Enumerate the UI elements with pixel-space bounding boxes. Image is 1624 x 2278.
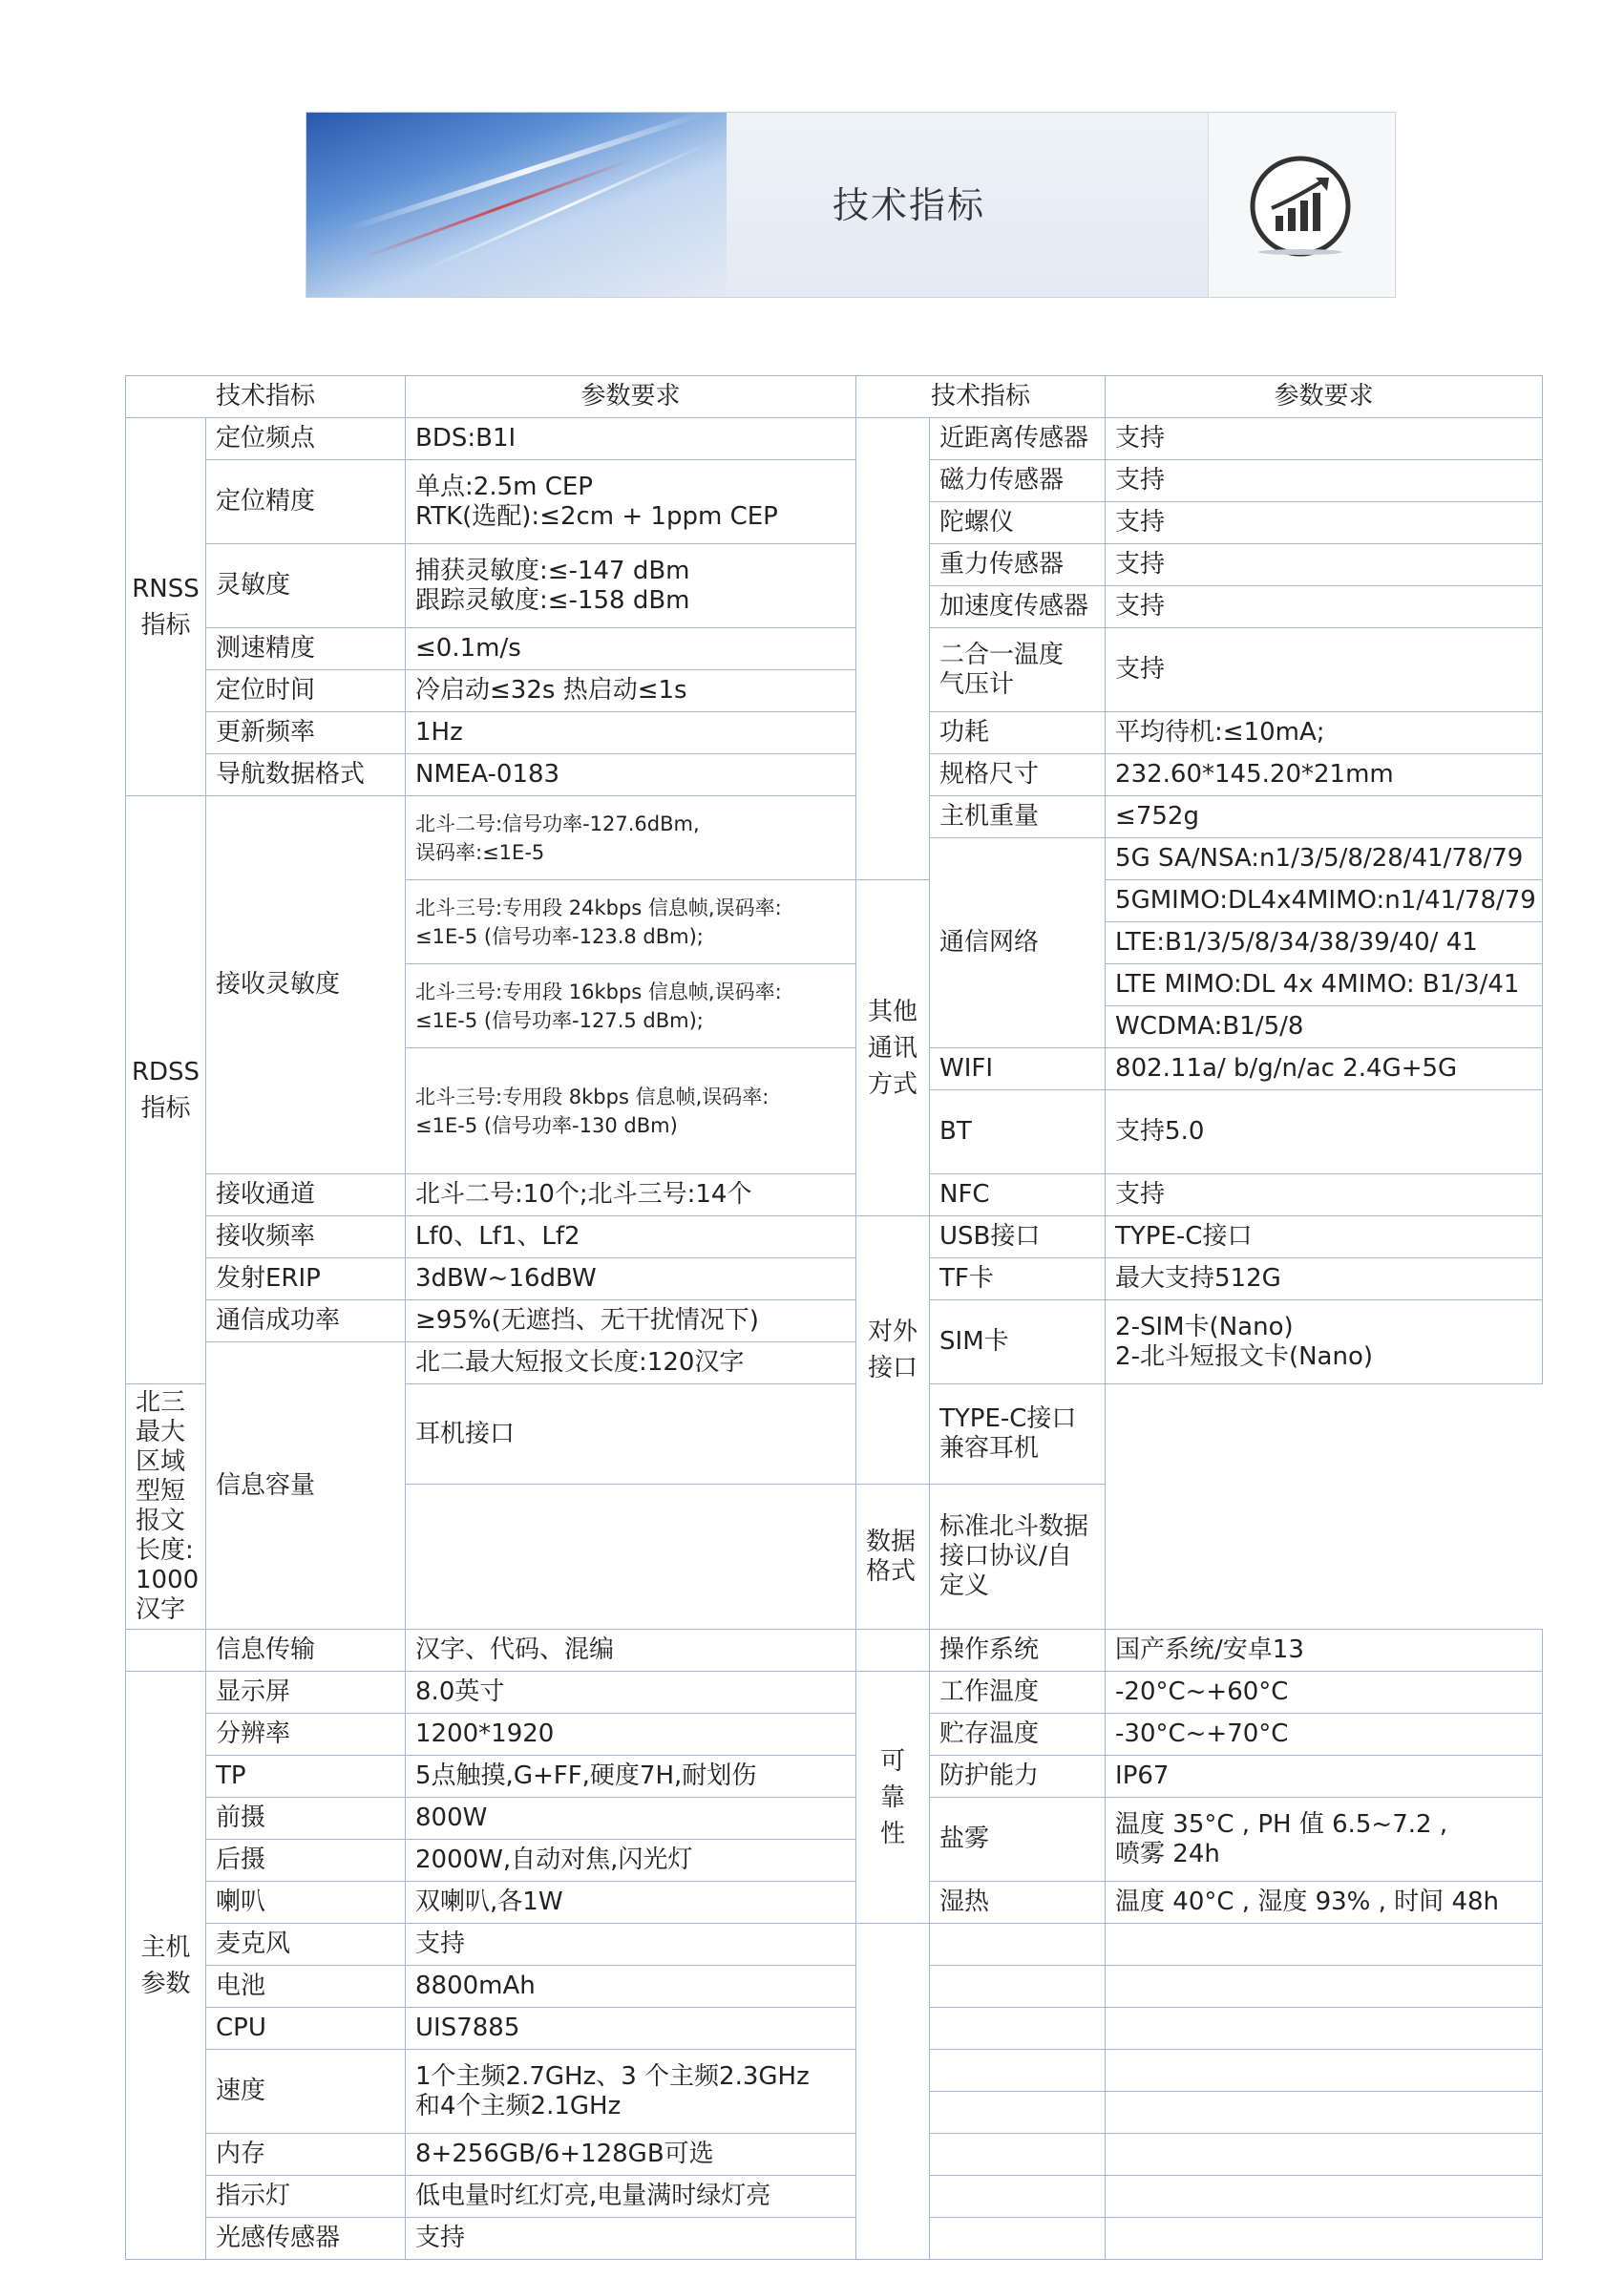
row-value: 5GMIMO:DL4x4MIMO:n1/41/78/79 bbox=[1106, 880, 1543, 922]
cell-blank bbox=[1106, 2176, 1543, 2218]
row-label: 盐雾 bbox=[930, 1798, 1106, 1882]
row-value: UIS7885 bbox=[406, 2008, 856, 2050]
table-row bbox=[126, 796, 1543, 838]
table-row bbox=[126, 2218, 1543, 2260]
row-label: TF卡 bbox=[930, 1258, 1106, 1300]
row-label: 喇叭 bbox=[206, 1882, 406, 1924]
row-label: 前摄 bbox=[206, 1798, 406, 1840]
row-label: 通信网络 bbox=[930, 838, 1106, 1048]
table-row bbox=[126, 418, 1543, 460]
row-value: 双喇叭,各1W bbox=[406, 1882, 856, 1924]
group-comm: 其他 通讯 方式 bbox=[856, 880, 930, 1216]
row-value: 温度 35°C , PH 值 6.5~7.2 , 喷雾 24h bbox=[1106, 1798, 1543, 1882]
row-label: 工作温度 bbox=[930, 1672, 1106, 1714]
table-row bbox=[126, 712, 1543, 754]
row-value: ≥95%(无遮挡、无干扰情况下) bbox=[406, 1300, 856, 1342]
row-label: NFC bbox=[930, 1174, 1106, 1216]
row-value: 5G SA/NSA:n1/3/5/8/28/41/78/79 bbox=[1106, 838, 1543, 880]
table-row bbox=[126, 1300, 1543, 1342]
table-row bbox=[126, 1924, 1543, 1966]
row-value: 支持 bbox=[1106, 502, 1543, 544]
row-value: LTE:B1/3/5/8/34/38/39/40/ 41 bbox=[1106, 922, 1543, 964]
row-label: 接收频率 bbox=[206, 1216, 406, 1258]
row-value: 1个主频2.7GHz、3 个主频2.3GHz 和4个主频2.1GHz bbox=[406, 2050, 856, 2134]
row-value: 支持 bbox=[1106, 628, 1543, 712]
row-label: 湿热 bbox=[930, 1882, 1106, 1924]
table-row bbox=[126, 1630, 1543, 1672]
row-label: 信息容量 bbox=[206, 1342, 406, 1630]
row-value: 北三最大区域型短报文长度: 1000汉字 bbox=[126, 1384, 206, 1630]
row-label: 重力传感器 bbox=[930, 544, 1106, 586]
row-label: 显示屏 bbox=[206, 1672, 406, 1714]
row-label: 数据格式 bbox=[856, 1485, 930, 1630]
page-title: 技术指标 bbox=[832, 184, 985, 226]
cell-blank bbox=[1106, 2050, 1543, 2092]
group-blank bbox=[856, 418, 930, 880]
header-left-param: 参数要求 bbox=[406, 376, 856, 418]
row-label: 耳机接口 bbox=[406, 1384, 856, 1485]
row-value: -20°C~+60°C bbox=[1106, 1672, 1543, 1714]
row-label: WIFI bbox=[930, 1048, 1106, 1090]
row-value: WCDMA:B1/5/8 bbox=[1106, 1006, 1543, 1048]
row-label: 速度 bbox=[206, 2050, 406, 2134]
row-label: 二合一温度 气压计 bbox=[930, 628, 1106, 712]
row-value: 北斗三号:专用段 16kbps 信息帧,误码率: ≤1E-5 (信号功率-127.5 dBm); bbox=[406, 964, 856, 1048]
cell-blank bbox=[930, 2218, 1106, 2260]
row-value: 800W bbox=[406, 1798, 856, 1840]
cell-blank bbox=[1106, 2134, 1543, 2176]
row-label: 接收通道 bbox=[206, 1174, 406, 1216]
row-value: 2-SIM卡(Nano) 2-北斗短报文卡(Nano) bbox=[1106, 1300, 1543, 1384]
table-row bbox=[126, 2176, 1543, 2218]
header-right-param: 参数要求 bbox=[1106, 376, 1543, 418]
row-value: 支持 bbox=[1106, 1174, 1543, 1216]
row-label: 指示灯 bbox=[206, 2176, 406, 2218]
row-value: 捕获灵敏度:≤-147 dBm 跟踪灵敏度:≤-158 dBm bbox=[406, 544, 856, 628]
row-label: 功耗 bbox=[930, 712, 1106, 754]
row-value: 北斗二号:10个;北斗三号:14个 bbox=[406, 1174, 856, 1216]
cell-blank bbox=[1106, 2008, 1543, 2050]
row-label: 主机重量 bbox=[930, 796, 1106, 838]
row-label: 灵敏度 bbox=[206, 544, 406, 628]
chart-growth-icon bbox=[1247, 153, 1354, 260]
row-value: 北斗二号:信号功率-127.6dBm, 误码率:≤1E-5 bbox=[406, 796, 856, 880]
row-value: 北斗三号:专用段 8kbps 信息帧,误码率: ≤1E-5 (信号功率-130 dBm) bbox=[406, 1048, 856, 1174]
row-label: 分辨率 bbox=[206, 1714, 406, 1756]
cell-blank bbox=[930, 2092, 1106, 2134]
group-rnss: RNSS 指标 bbox=[126, 418, 206, 796]
group-rdss: RDSS 指标 bbox=[126, 796, 206, 1384]
row-value: 北斗三号:专用段 24kbps 信息帧,误码率: ≤1E-5 (信号功率-123.8 dBm); bbox=[406, 880, 856, 964]
group-blank bbox=[856, 1924, 930, 2260]
table-header-row bbox=[126, 376, 1543, 418]
spec-table bbox=[125, 375, 1543, 2260]
row-label: 导航数据格式 bbox=[206, 754, 406, 796]
header-right-metric: 技术指标 bbox=[856, 376, 1106, 418]
row-label: 内存 bbox=[206, 2134, 406, 2176]
row-value: 1Hz bbox=[406, 712, 856, 754]
row-value: BDS:B1I bbox=[406, 418, 856, 460]
table-row bbox=[126, 2050, 1543, 2092]
row-value: 3dBW~16dBW bbox=[406, 1258, 856, 1300]
row-label: 电池 bbox=[206, 1966, 406, 2008]
row-label: 信息传输 bbox=[206, 1630, 406, 1672]
row-value: 8800mAh bbox=[406, 1966, 856, 2008]
row-value: 支持 bbox=[1106, 544, 1543, 586]
row-label: 发射ERIP bbox=[206, 1258, 406, 1300]
row-value: Lf0、Lf1、Lf2 bbox=[406, 1216, 856, 1258]
row-value: 国产系统/安卓13 bbox=[1106, 1630, 1543, 1672]
row-label: 磁力传感器 bbox=[930, 460, 1106, 502]
table-row bbox=[126, 1756, 1543, 1798]
table-row bbox=[126, 628, 1543, 670]
table-row bbox=[126, 1216, 1543, 1258]
row-value: 支持 bbox=[1106, 460, 1543, 502]
row-value: 温度 40°C , 湿度 93% , 时间 48h bbox=[1106, 1882, 1543, 1924]
table-row bbox=[126, 1966, 1543, 2008]
group-host: 主机 参数 bbox=[126, 1672, 206, 2260]
row-label: BT bbox=[930, 1090, 1106, 1174]
cell-blank bbox=[930, 2176, 1106, 2218]
table-row bbox=[126, 1798, 1543, 1840]
row-value: 汉字、代码、混编 bbox=[406, 1630, 856, 1672]
row-label: 测速精度 bbox=[206, 628, 406, 670]
row-value: 1200*1920 bbox=[406, 1714, 856, 1756]
row-label: 加速度传感器 bbox=[930, 586, 1106, 628]
table-row bbox=[126, 1672, 1543, 1714]
cell-blank bbox=[1106, 2218, 1543, 2260]
row-label: 光感传感器 bbox=[206, 2218, 406, 2260]
row-label: 定位频点 bbox=[206, 418, 406, 460]
row-value: 支持 bbox=[1106, 418, 1543, 460]
row-label: 后摄 bbox=[206, 1840, 406, 1882]
cell-blank bbox=[930, 1924, 1106, 1966]
cell-blank bbox=[930, 2008, 1106, 2050]
row-label: 定位时间 bbox=[206, 670, 406, 712]
row-label: TP bbox=[206, 1756, 406, 1798]
header-banner bbox=[306, 112, 1396, 298]
row-label: 近距离传感器 bbox=[930, 418, 1106, 460]
row-value: 802.11a/ b/g/n/ac 2.4G+5G bbox=[1106, 1048, 1543, 1090]
row-value: 低电量时红灯亮,电量满时绿灯亮 bbox=[406, 2176, 856, 2218]
row-label: 通信成功率 bbox=[206, 1300, 406, 1342]
table-row bbox=[126, 2008, 1543, 2050]
row-value: ≤0.1m/s bbox=[406, 628, 856, 670]
row-label: 麦克风 bbox=[206, 1924, 406, 1966]
table-row bbox=[126, 1174, 1543, 1216]
cell-blank bbox=[930, 2134, 1106, 2176]
table-row bbox=[126, 754, 1543, 796]
row-value: ≤752g bbox=[1106, 796, 1543, 838]
cell-blank bbox=[930, 1966, 1106, 2008]
row-label: 操作系统 bbox=[930, 1630, 1106, 1672]
row-label: 陀螺仪 bbox=[930, 502, 1106, 544]
group-ext: 对外 接口 bbox=[856, 1216, 930, 1485]
row-label: 规格尺寸 bbox=[930, 754, 1106, 796]
row-value: 8.0英寸 bbox=[406, 1672, 856, 1714]
row-value: 8+256GB/6+128GB可选 bbox=[406, 2134, 856, 2176]
row-value: 标准北斗数据接口协议/自定义 bbox=[930, 1485, 1106, 1630]
row-value: NMEA-0183 bbox=[406, 754, 856, 796]
row-label: 更新频率 bbox=[206, 712, 406, 754]
row-value: LTE MIMO:DL 4x 4MIMO: B1/3/41 bbox=[1106, 964, 1543, 1006]
row-value: -30°C~+70°C bbox=[1106, 1714, 1543, 1756]
table-row bbox=[126, 544, 1543, 586]
cell-blank bbox=[930, 2050, 1106, 2092]
row-label: 防护能力 bbox=[930, 1756, 1106, 1798]
group-blank bbox=[856, 1630, 930, 1672]
group-reliability: 可 靠 性 bbox=[856, 1672, 930, 1924]
row-label: SIM卡 bbox=[930, 1300, 1106, 1384]
row-label: 定位精度 bbox=[206, 460, 406, 544]
row-label: 接收灵敏度 bbox=[206, 796, 406, 1174]
row-value: 2000W,自动对焦,闪光灯 bbox=[406, 1840, 856, 1882]
row-value: 冷启动≤32s 热启动≤1s bbox=[406, 670, 856, 712]
row-label: 贮存温度 bbox=[930, 1714, 1106, 1756]
table-row bbox=[126, 1882, 1543, 1924]
row-value: IP67 bbox=[1106, 1756, 1543, 1798]
cell-blank bbox=[1106, 2092, 1543, 2134]
row-value: 单点:2.5m CEP RTK(选配):≤2cm + 1ppm CEP bbox=[406, 460, 856, 544]
table-row bbox=[126, 1714, 1543, 1756]
row-value: 支持 bbox=[406, 2218, 856, 2260]
row-blank bbox=[126, 1630, 206, 1672]
row-value: 支持 bbox=[406, 1924, 856, 1966]
row-value: 232.60*145.20*21mm bbox=[1106, 754, 1543, 796]
row-value: 支持 bbox=[1106, 586, 1543, 628]
banner-icon-panel bbox=[1208, 113, 1395, 298]
row-value: 平均待机:≤10mA; bbox=[1106, 712, 1543, 754]
table-row bbox=[126, 460, 1543, 502]
row-value: TYPE-C接口 兼容耳机 bbox=[930, 1384, 1106, 1485]
table-row bbox=[126, 2134, 1543, 2176]
header-left-metric: 技术指标 bbox=[126, 376, 406, 418]
table-row bbox=[126, 1258, 1543, 1300]
row-value: TYPE-C接口 bbox=[1106, 1216, 1543, 1258]
row-label: CPU bbox=[206, 2008, 406, 2050]
row-label: USB接口 bbox=[930, 1216, 1106, 1258]
row-value: 北二最大短报文长度:120汉字 bbox=[406, 1342, 856, 1384]
group-blank bbox=[406, 1485, 856, 1630]
cell-blank bbox=[1106, 1924, 1543, 1966]
row-value: 5点触摸,G+FF,硬度7H,耐划伤 bbox=[406, 1756, 856, 1798]
cell-blank bbox=[1106, 1966, 1543, 2008]
row-value: 最大支持512G bbox=[1106, 1258, 1543, 1300]
row-value: 支持5.0 bbox=[1106, 1090, 1543, 1174]
